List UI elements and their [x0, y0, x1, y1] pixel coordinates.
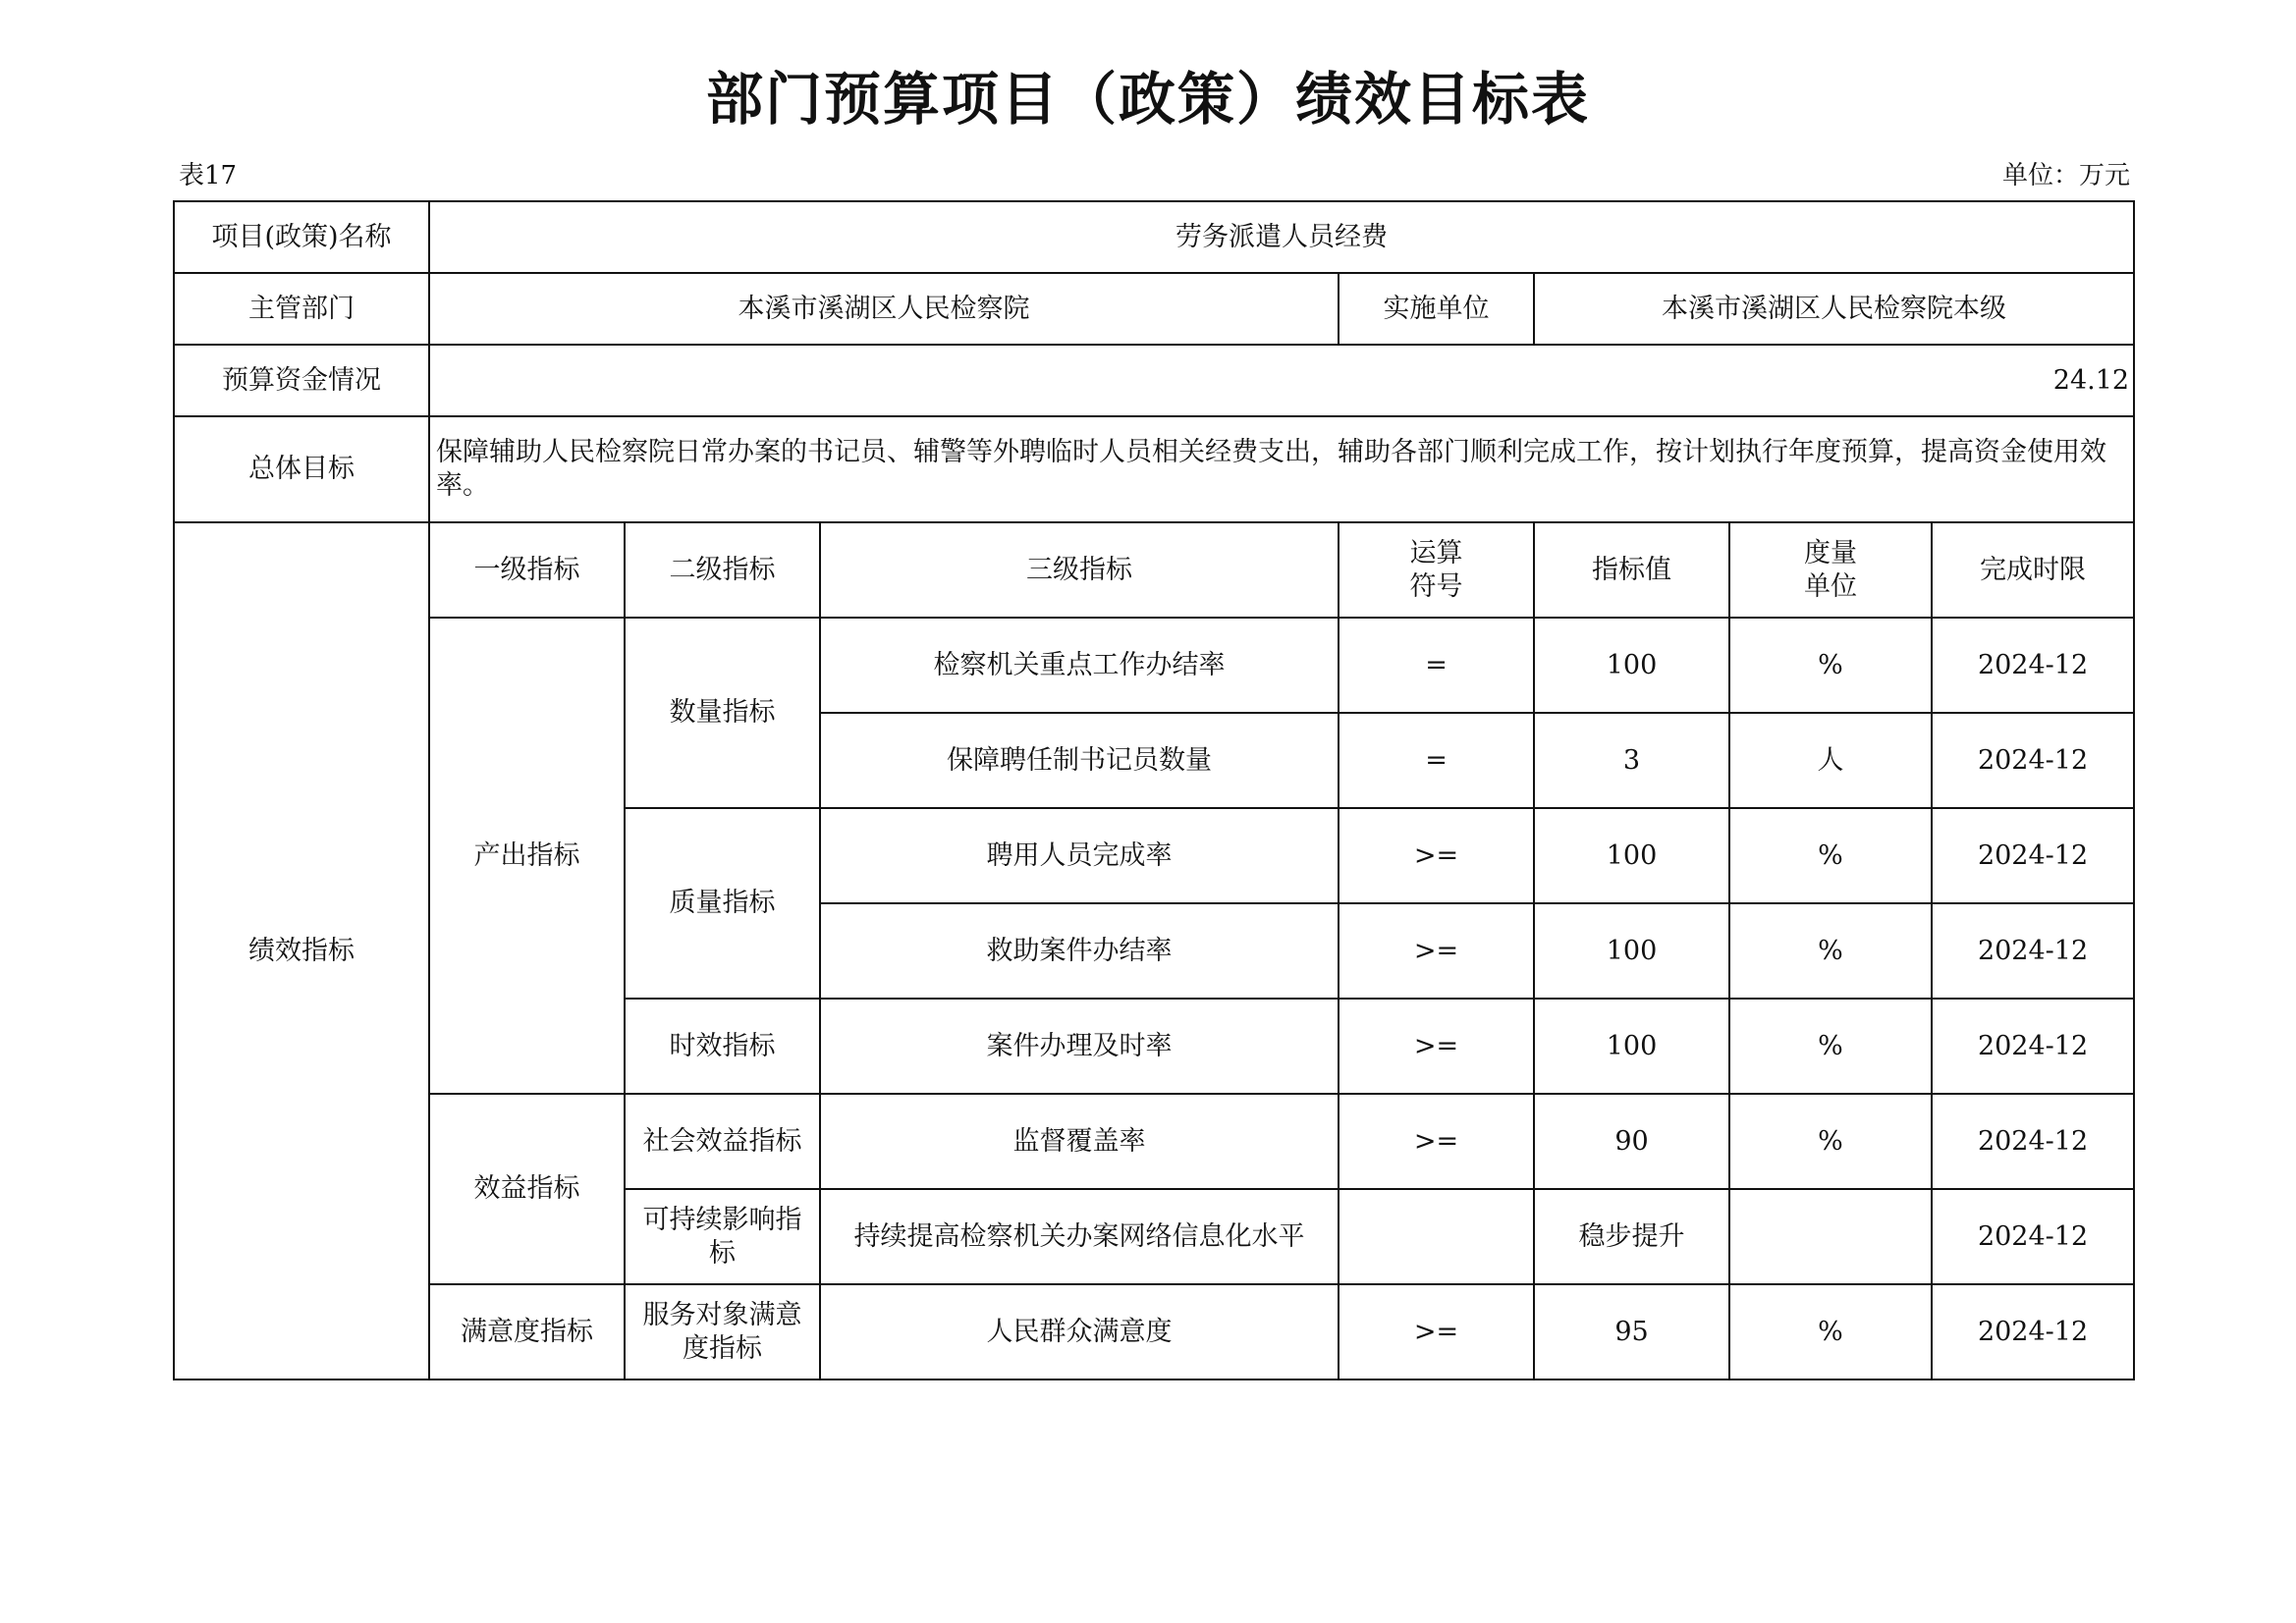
indicator-name: 检察机关重点工作办结率 [820, 618, 1339, 713]
table-row [174, 618, 2134, 713]
indicator-header-row [174, 522, 2134, 618]
indicator-unit: % [1729, 999, 1932, 1094]
budget-row [174, 345, 2134, 416]
sub-timeliness: 时效指标 [625, 999, 820, 1094]
implementing-unit-value: 本溪市溪湖区人民检察院本级 [1534, 273, 2134, 345]
sub-quality: 质量指标 [625, 808, 820, 999]
indicator-deadline: 2024-12 [1932, 713, 2134, 808]
header-value: 指标值 [1534, 522, 1729, 618]
group-benefit: 效益指标 [429, 1094, 625, 1284]
indicator-unit: % [1729, 1094, 1932, 1189]
indicator-operator: >= [1339, 1284, 1534, 1380]
indicator-deadline: 2024-12 [1932, 618, 2134, 713]
indicator-deadline: 2024-12 [1932, 808, 2134, 903]
header-level3: 三级指标 [820, 522, 1339, 618]
indicator-operator: >= [1339, 1094, 1534, 1189]
department-row [174, 273, 2134, 345]
indicator-unit: % [1729, 1284, 1932, 1380]
indicator-unit [1729, 1189, 1932, 1284]
project-name-label: 项目(政策)名称 [174, 201, 429, 273]
performance-target-table [173, 200, 2135, 1380]
group-satisfaction: 满意度指标 [429, 1284, 625, 1380]
department-label: 主管部门 [174, 273, 429, 345]
indicator-name: 聘用人员完成率 [820, 808, 1339, 903]
indicator-operator: = [1339, 713, 1534, 808]
indicator-operator: = [1339, 618, 1534, 713]
indicator-name: 案件办理及时率 [820, 999, 1339, 1094]
unit-label: 单位：万元 [2001, 161, 2130, 190]
indicator-operator: >= [1339, 808, 1534, 903]
budget-value: 24.12 [429, 345, 2134, 416]
project-name-row [174, 201, 2134, 273]
indicator-deadline: 2024-12 [1932, 999, 2134, 1094]
header-unit: 度量单位 [1729, 522, 1932, 618]
indicator-operator: >= [1339, 903, 1534, 999]
overall-goal-row [174, 416, 2134, 522]
table-number: 表17 [179, 161, 238, 190]
indicator-deadline: 2024-12 [1932, 1094, 2134, 1189]
indicator-value: 稳步提升 [1534, 1189, 1729, 1284]
indicator-operator: >= [1339, 999, 1534, 1094]
indicator-value: 90 [1534, 1094, 1729, 1189]
sub-sustain: 可持续影响指标 [625, 1189, 820, 1284]
indicators-label: 绩效指标 [174, 522, 429, 1380]
indicator-name: 持续提高检察机关办案网络信息化水平 [820, 1189, 1339, 1284]
indicator-name: 监督覆盖率 [820, 1094, 1339, 1189]
overall-goal-value: 保障辅助人民检察院日常办案的书记员、辅警等外聘临时人员相关经费支出，辅助各部门顺利完成工作，按计划执行年度预算，提高资金使用效率。 [429, 416, 2134, 522]
department-value: 本溪市溪湖区人民检察院 [429, 273, 1339, 345]
indicator-unit: 人 [1729, 713, 1932, 808]
budget-label: 预算资金情况 [174, 345, 429, 416]
indicator-value: 100 [1534, 903, 1729, 999]
indicator-name: 人民群众满意度 [820, 1284, 1339, 1380]
header-level1: 一级指标 [429, 522, 625, 618]
project-name-value: 劳务派遣人员经费 [429, 201, 2134, 273]
implementing-unit-label: 实施单位 [1339, 273, 1534, 345]
indicator-deadline: 2024-12 [1932, 1284, 2134, 1380]
indicator-name: 保障聘任制书记员数量 [820, 713, 1339, 808]
sub-quantity: 数量指标 [625, 618, 820, 808]
sub-social: 社会效益指标 [625, 1094, 820, 1189]
header-deadline: 完成时限 [1932, 522, 2134, 618]
table-row [174, 1094, 2134, 1189]
indicator-deadline: 2024-12 [1932, 1189, 2134, 1284]
indicator-operator [1339, 1189, 1534, 1284]
header-operator: 运算符号 [1339, 522, 1534, 618]
indicator-value: 3 [1534, 713, 1729, 808]
indicator-value: 95 [1534, 1284, 1729, 1380]
indicator-unit: % [1729, 618, 1932, 713]
table-row [174, 1284, 2134, 1380]
indicator-value: 100 [1534, 618, 1729, 713]
indicator-name: 救助案件办结率 [820, 903, 1339, 999]
indicator-unit: % [1729, 903, 1932, 999]
page-title: 部门预算项目（政策）绩效目标表 [705, 66, 1590, 133]
header-level2: 二级指标 [625, 522, 820, 618]
indicator-unit: % [1729, 808, 1932, 903]
sub-service: 服务对象满意度指标 [625, 1284, 820, 1380]
indicator-value: 100 [1534, 808, 1729, 903]
overall-goal-label: 总体目标 [174, 416, 429, 522]
indicator-deadline: 2024-12 [1932, 903, 2134, 999]
indicator-value: 100 [1534, 999, 1729, 1094]
group-output: 产出指标 [429, 618, 625, 1094]
